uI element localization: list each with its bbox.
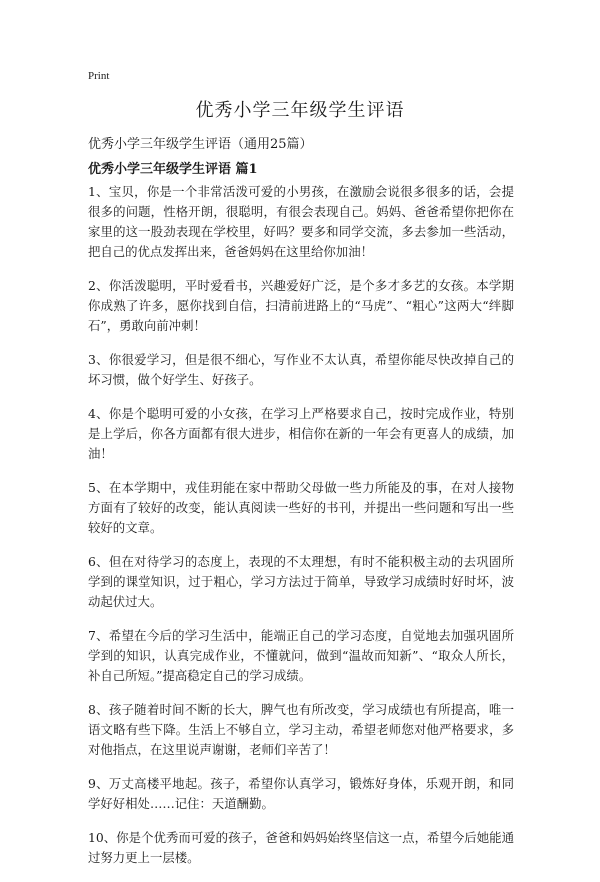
comment-paragraph-2: 2、你活泼聪明，平时爱看书，兴趣爱好广泛，是个多才多艺的女孩。本学期你成熟了许多，愿你找到自信，扫清前进路上的“马虎”、“粗心”这两大“绊脚石”，勇敢向前冲刺！ — [88, 278, 514, 333]
comments-body — [88, 182, 514, 882]
comment-paragraph-7: 7、希望在今后的学习生活中，能端正自己的学习态度，自觉地去加强巩固所学到的知识，认真完成作业，不懂就问，做到“温故而知新”、“取众人所长，补自己所短。”提高稳定自己的学习成绩。 — [88, 628, 514, 683]
comment-paragraph-9: 9、万丈高楼平地起。孩子，希望你认真学习，锻炼好身体，乐观开朗，和同学好好相处……记住：天道酬勤。 — [88, 776, 514, 811]
section-heading: 优秀小学三年级学生评语 篇1 — [88, 162, 258, 177]
page-title: 优秀小学三年级学生评语 — [195, 100, 405, 121]
comment-paragraph-3: 3、你很爱学习，但是很不细心，写作业不太认真，希望你能尽快改掉自己的坏习惯，做个好学生、好孩子。 — [88, 352, 514, 387]
print-link[interactable]: Print — [88, 70, 110, 82]
document-subtitle: 优秀小学三年级学生评语（通用25篇） — [88, 137, 313, 152]
comment-paragraph-4: 4、你是个聪明可爱的小女孩，在学习上严格要求自己，按时完成作业，特别是上学后，你各方面都有很大进步，相信你在新的一年会有更喜人的成绩，加油！ — [88, 406, 514, 461]
comment-paragraph-10: 10、你是个优秀而可爱的孩子，爸爸和妈妈始终坚信这一点，希望今后她能通过努力更上一层楼。 — [88, 830, 514, 865]
comment-paragraph-6: 6、但在对待学习的态度上，表现的不太理想，有时不能积极主动的去巩固所学到的课堂知识，过于粗心，学习方法过于简单，导致学习成绩时好时坏，波动起伏过大。 — [88, 554, 514, 609]
comment-paragraph-1: 1、宝贝，你是一个非常活泼可爱的小男孩，在激励会说很多很多的话，会提很多的问题，性格开朗，很聪明，有很会表现自己。妈妈、爸爸希望你把你在家里的这一股劲表现在学校里，好吗？要多和同学交流，多去参加一些活动，把自己的优点发挥出来，爸爸妈妈在这里给你加油！ — [88, 184, 514, 259]
comment-paragraph-8: 8、孩子随着时间不断的长大，脾气也有所改变，学习成绩也有所提高，唯一语文略有些下降。生活上不够自立，学习主动，希望老师您对他严格要求，多对他指点，在这里说声谢谢，老师们辛苦了！ — [88, 702, 514, 757]
comment-paragraph-5: 5、在本学期中，戎佳玥能在家中帮助父母做一些力所能及的事，在对人接物方面有了较好的改变，能认真阅读一些好的书刊，并提出一些问题和写出一些较好的文章。 — [88, 480, 514, 535]
